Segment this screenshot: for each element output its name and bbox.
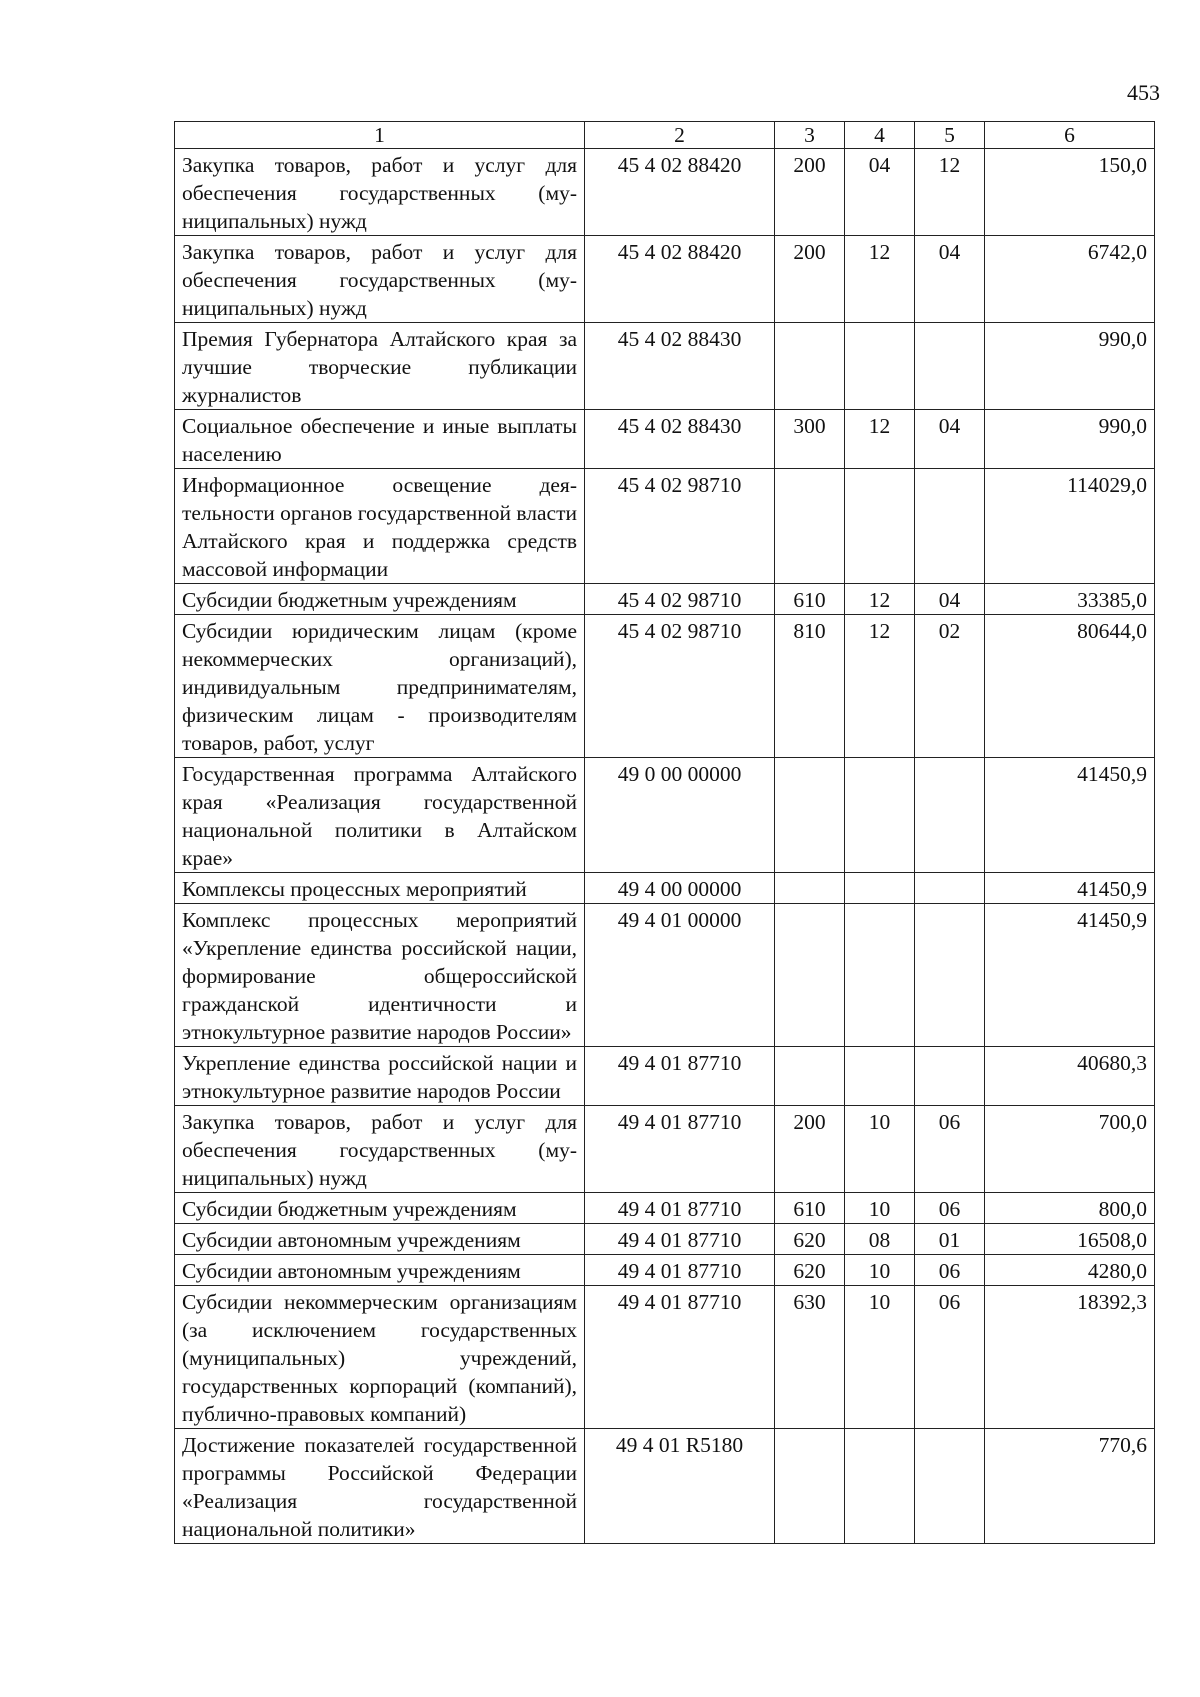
expense-type: [775, 873, 845, 904]
table-row: [175, 1047, 1155, 1106]
item-name: Государственная программа Алтайского края «Реализация государственной национальной политики в Алтайском крае»: [175, 758, 585, 873]
subsection: 06: [915, 1193, 985, 1224]
subsection: 02: [915, 615, 985, 758]
item-name: Достижение показателей государственной программы Российской Федерации «Реализация государственной национальной политики»: [175, 1429, 585, 1544]
subsection: 12: [915, 149, 985, 236]
target-code: 45 4 02 98710: [585, 469, 775, 584]
section: 12: [845, 584, 915, 615]
expense-type: 200: [775, 236, 845, 323]
table-row: [175, 1106, 1155, 1193]
table-row: [175, 469, 1155, 584]
target-code: 45 4 02 98710: [585, 615, 775, 758]
target-code: 49 0 00 00000: [585, 758, 775, 873]
section: 10: [845, 1193, 915, 1224]
expense-type: 300: [775, 410, 845, 469]
subsection: [915, 323, 985, 410]
expense-type: [775, 1429, 845, 1544]
table-row: [175, 1193, 1155, 1224]
header-row: [175, 122, 1155, 149]
amount: 41450,9: [985, 873, 1155, 904]
table-row: [175, 615, 1155, 758]
item-name: Субсидии автономным учреждениям: [175, 1224, 585, 1255]
expense-type: [775, 1047, 845, 1106]
expense-type: 620: [775, 1255, 845, 1286]
subsection: [915, 758, 985, 873]
section: [845, 1429, 915, 1544]
section: 12: [845, 615, 915, 758]
target-code: 45 4 02 88420: [585, 149, 775, 236]
amount: 41450,9: [985, 758, 1155, 873]
item-name: Комплексы процессных мероприятий: [175, 873, 585, 904]
item-name: Субсидии бюджетным учреждениям: [175, 584, 585, 615]
table-row: [175, 149, 1155, 236]
section: [845, 758, 915, 873]
table-row: [175, 323, 1155, 410]
item-name: Закупка товаров, работ и услуг для обеспечения государственных (муниципальных) нужд: [175, 236, 585, 323]
subsection: [915, 1429, 985, 1544]
expense-type: 200: [775, 149, 845, 236]
amount: 700,0: [985, 1106, 1155, 1193]
table-row: [175, 1224, 1155, 1255]
expense-type: 200: [775, 1106, 845, 1193]
item-name: Субсидии бюджетным учреждениям: [175, 1193, 585, 1224]
target-code: 49 4 01 R5180: [585, 1429, 775, 1544]
item-name: Комплекс процессных мероприятий «Укрепление единства российской нации, формирование общероссийской гражданской идентичности и этнокультурное развитие народов России»: [175, 904, 585, 1047]
table-row: [175, 584, 1155, 615]
expense-type: 620: [775, 1224, 845, 1255]
subsection: [915, 873, 985, 904]
item-name: Информационное освещение деятельности органов государственной власти Алтайского края и поддержка средств массовой информации: [175, 469, 585, 584]
section: 10: [845, 1255, 915, 1286]
item-name: Закупка товаров, работ и услуг для обеспечения государственных (муниципальных) нужд: [175, 149, 585, 236]
amount: 16508,0: [985, 1224, 1155, 1255]
target-code: 45 4 02 88430: [585, 410, 775, 469]
expense-type: [775, 469, 845, 584]
target-code: 45 4 02 88430: [585, 323, 775, 410]
expense-type: [775, 758, 845, 873]
table-body: [175, 149, 1155, 1544]
item-name: Премия Губернатора Алтайского края за лучшие творческие публикации журналистов: [175, 323, 585, 410]
subsection: 06: [915, 1106, 985, 1193]
header-cell: 1: [175, 122, 585, 149]
section: [845, 1047, 915, 1106]
section: [845, 323, 915, 410]
table-row: [175, 873, 1155, 904]
item-name: Субсидии автономным учреждениям: [175, 1255, 585, 1286]
budget-table: [174, 121, 1155, 1544]
target-code: 49 4 01 87710: [585, 1286, 775, 1429]
subsection: 01: [915, 1224, 985, 1255]
section: 08: [845, 1224, 915, 1255]
header-cell: 5: [915, 122, 985, 149]
target-code: 49 4 01 87710: [585, 1224, 775, 1255]
header-cell: 6: [985, 122, 1155, 149]
subsection: 04: [915, 236, 985, 323]
item-name: Субсидии некоммерческим организациям (за исключением государственных (муниципальных) учреждений, государственных корпораций (компаний), публично-правовых компаний): [175, 1286, 585, 1429]
subsection: 04: [915, 410, 985, 469]
page-number: 453: [1127, 80, 1160, 105]
subsection: 06: [915, 1255, 985, 1286]
amount: 33385,0: [985, 584, 1155, 615]
section: 04: [845, 149, 915, 236]
expense-type: 810: [775, 615, 845, 758]
amount: 4280,0: [985, 1255, 1155, 1286]
subsection: [915, 469, 985, 584]
item-name: Субсидии юридическим лицам (кроме некоммерческих организаций), индивидуальным предпринимателям, физическим лицам - производителям товаров, работ, услуг: [175, 615, 585, 758]
table-row: [175, 1286, 1155, 1429]
expense-type: 610: [775, 584, 845, 615]
amount: 800,0: [985, 1193, 1155, 1224]
target-code: 49 4 00 00000: [585, 873, 775, 904]
subsection: 06: [915, 1286, 985, 1429]
table-row: [175, 236, 1155, 323]
table-row: [175, 904, 1155, 1047]
expense-type: [775, 323, 845, 410]
table-row: [175, 1429, 1155, 1544]
target-code: 45 4 02 88420: [585, 236, 775, 323]
target-code: 49 4 01 87710: [585, 1047, 775, 1106]
section: [845, 873, 915, 904]
section: 10: [845, 1286, 915, 1429]
expense-type: [775, 904, 845, 1047]
amount: 770,6: [985, 1429, 1155, 1544]
section: [845, 469, 915, 584]
amount: 40680,3: [985, 1047, 1155, 1106]
amount: 990,0: [985, 410, 1155, 469]
item-name: Закупка товаров, работ и услуг для обеспечения государственных (муниципальных) нужд: [175, 1106, 585, 1193]
amount: 41450,9: [985, 904, 1155, 1047]
target-code: 49 4 01 00000: [585, 904, 775, 1047]
table-row: [175, 1255, 1155, 1286]
amount: 18392,3: [985, 1286, 1155, 1429]
expense-type: 610: [775, 1193, 845, 1224]
amount: 80644,0: [985, 615, 1155, 758]
table-row: [175, 758, 1155, 873]
item-name: Укрепление единства российской нации и этнокультурное развитие народов России: [175, 1047, 585, 1106]
section: 10: [845, 1106, 915, 1193]
target-code: 49 4 01 87710: [585, 1193, 775, 1224]
subsection: 04: [915, 584, 985, 615]
subsection: [915, 1047, 985, 1106]
amount: 114029,0: [985, 469, 1155, 584]
target-code: 49 4 01 87710: [585, 1106, 775, 1193]
amount: 6742,0: [985, 236, 1155, 323]
expense-type: 630: [775, 1286, 845, 1429]
amount: 990,0: [985, 323, 1155, 410]
subsection: [915, 904, 985, 1047]
amount: 150,0: [985, 149, 1155, 236]
header-cell: 2: [585, 122, 775, 149]
section: [845, 904, 915, 1047]
item-name: Социальное обеспечение и иные выплаты населению: [175, 410, 585, 469]
section: 12: [845, 410, 915, 469]
section: 12: [845, 236, 915, 323]
target-code: 49 4 01 87710: [585, 1255, 775, 1286]
target-code: 45 4 02 98710: [585, 584, 775, 615]
header-cell: 3: [775, 122, 845, 149]
header-cell: 4: [845, 122, 915, 149]
table-row: [175, 410, 1155, 469]
